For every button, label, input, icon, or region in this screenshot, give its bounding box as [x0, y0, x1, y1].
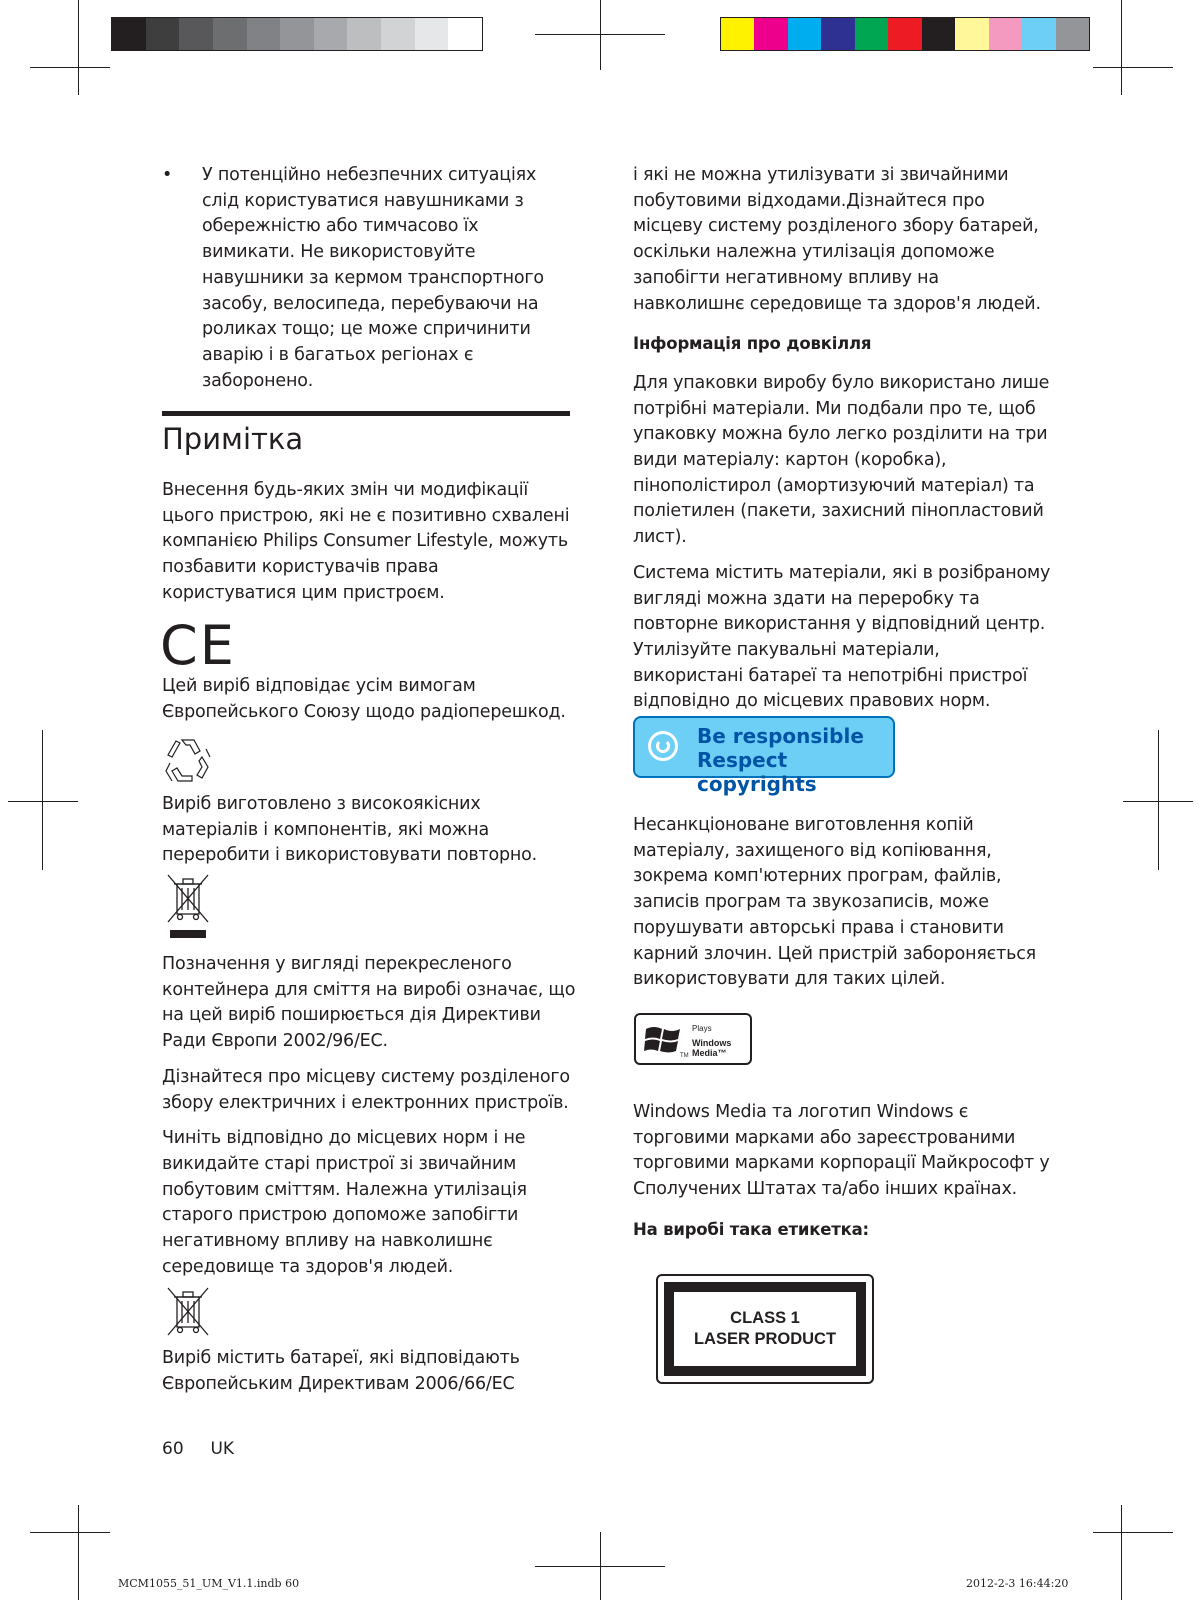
- color-swatch: [855, 18, 888, 50]
- recycle-text: Виріб виготовлено з високоякісних матеріалів і компонентів, які можна переробити і використовувати повторно.: [162, 794, 538, 866]
- copyright-paragraph: Несанкціоноване виготовлення копій матеріалу, захищеного від копіювання, зокрема комп'ютерних програм, файлів, записів програм та звукозаписів, може порушувати авторські права і становити карний злочин. Цей пристрій забороняється використовувати для таких цілей.: [633, 815, 1036, 990]
- battery-block: [162, 1346, 578, 1407]
- wm-windows: Windows: [692, 1038, 732, 1048]
- be-responsible-badge: [633, 716, 895, 796]
- footer-filename: MCM1055_51_UM_V1.1.indb 60: [118, 1577, 300, 1590]
- battery-text: Виріб містить батареї, які відповідають Європейським Директивам 2006/66/EC: [162, 1348, 520, 1394]
- footer-timestamp: 2012-2-3 16:44:20: [966, 1577, 1069, 1590]
- color-swatch: [821, 18, 854, 50]
- color-swatch: [888, 18, 921, 50]
- gray-swatch: [347, 18, 381, 50]
- color-swatch: [989, 18, 1022, 50]
- gray-swatch: [415, 18, 449, 50]
- color-swatch: [1056, 18, 1089, 50]
- gray-swatch: [247, 18, 281, 50]
- laser-label-inner: [664, 1282, 866, 1376]
- copyright-block: [633, 813, 1053, 1003]
- bullet-item: [162, 163, 572, 394]
- weee-block: [162, 952, 578, 1290]
- page-number: [162, 1439, 234, 1459]
- color-swatch: [788, 18, 821, 50]
- section-heading: Примітка: [162, 422, 304, 456]
- left-column: [162, 163, 572, 394]
- left-column-body: [162, 478, 574, 617]
- ce-mark-icon: CE: [160, 614, 236, 677]
- gray-swatch: [280, 18, 314, 50]
- heading-rule: [162, 411, 570, 416]
- recycle-block: [162, 792, 578, 879]
- wm-tm: TM: [680, 1053, 689, 1059]
- environment-para-1: Для упаковки виробу було використано лише потрібні матеріали. Ми подбали про те, щоб упаковку можна було легко розділити на три види матеріалу: картон (коробка), пінополістирол (амортизуючий матеріал) та поліетилен (пакети, захисний пінопластовий лист).: [633, 372, 1050, 548]
- color-swatch: [922, 18, 955, 50]
- page-language: UK: [210, 1439, 235, 1459]
- laser-label: [656, 1274, 874, 1384]
- color-swatch: [754, 18, 787, 50]
- laser-line-2: LASER PRODUCT: [693, 1330, 837, 1348]
- grayscale-calibration-bar: [111, 17, 483, 51]
- battery-bin-icon: [165, 1285, 211, 1337]
- gray-swatch: [381, 18, 415, 50]
- copyright-circle-icon: [648, 731, 678, 761]
- bullet-text: У потенційно небезпечних ситуаціях слід користуватися навушниками з обережністю або тимчасово їх вимикати. Не використовуйте навушники за кермом транспортного засобу, велосипеда, перебуваючи на роликах тощо; це може спричинити аварію і в багатьох регіонах є заборонено.: [202, 165, 544, 391]
- weee-text-3: Чиніть відповідно до місцевих норм і не викидайте старі пристрої зі звичайним побутовим сміттям. Належна утилізація старого пристрою допоможе запобігти негативному впливу на навколишнє середовище та здоров'я людей.: [162, 1128, 527, 1277]
- wm-name: [692, 1038, 731, 1058]
- recycle-icon: [162, 735, 214, 785]
- windows-flag-icon: [644, 1025, 684, 1055]
- color-swatch: [955, 18, 988, 50]
- badge-line-2: Respect copyrights: [697, 748, 817, 796]
- color-swatch: [1022, 18, 1055, 50]
- color-swatch: [721, 18, 754, 50]
- environment-heading: Інформація про довкілля: [633, 334, 872, 354]
- page-number-value: 60: [162, 1439, 184, 1459]
- right-column: [633, 163, 1053, 725]
- windows-media-logo: [634, 1013, 752, 1065]
- gray-swatch: [213, 18, 247, 50]
- bullet-marker: •: [162, 165, 173, 185]
- crossed-bin-icon: [165, 872, 211, 940]
- badge-line-1: Be responsible: [697, 724, 864, 748]
- laser-line-1: CLASS 1: [730, 1309, 800, 1327]
- battery-continuation-text: і які не можна утилізувати зі звичайними побутовими відходами.Дізнайтеся про місцеву систему розділеного збору батарей, оскільки належна утилізація допоможе запобігти негативному впливу на навколишнє середовище та здоров'я людей.: [633, 165, 1041, 314]
- gray-swatch: [179, 18, 213, 50]
- ce-text: Цей виріб відповідає усім вимогам Європейського Союзу щодо радіоперешкод.: [162, 676, 566, 722]
- label-heading: На виробі така етикетка:: [633, 1219, 869, 1239]
- wm-media: Media™: [692, 1048, 727, 1058]
- gray-swatch: [448, 18, 482, 50]
- weee-text-2: Дізнайтеся про місцеву систему розділеного збору електричних і електронних пристроїв.: [162, 1066, 570, 1113]
- environment-para-2: Система містить матеріали, які в розібраному вигляді можна здати на переробку та повторне використання у відповідний центр. Утилізуйте пакувальні матеріали, використані батареї та непотрібні пристрої відповідно до місцевих правових норм.: [633, 562, 1051, 712]
- ce-block: [162, 674, 574, 735]
- badge-text: [697, 724, 893, 796]
- gray-swatch: [146, 18, 180, 50]
- wm-plays: Plays: [692, 1024, 712, 1033]
- gray-swatch: [112, 18, 146, 50]
- gray-swatch: [314, 18, 348, 50]
- windows-media-paragraph: Windows Media та логотип Windows є торговими марками або зареєстрованими торговими марками корпорації Майкрософт у Сполучених Штатах та/або інших країнах.: [633, 1102, 1050, 1200]
- color-calibration-bar: [720, 17, 1090, 51]
- modification-paragraph: Внесення будь-яких змін чи модифікації цього пристрою, які не є позитивно схвалені компанією Philips Consumer Lifestyle, можуть позбавити користувачів права користуватися цим пристроєм.: [162, 480, 570, 603]
- windows-media-block: [633, 1100, 1053, 1253]
- weee-text-1: Позначення у вигляді перекресленого контейнера для сміття на виробі означає, що на цей виріб поширюється дія Директиви Ради Європи 2002/96/EC.: [162, 954, 576, 1052]
